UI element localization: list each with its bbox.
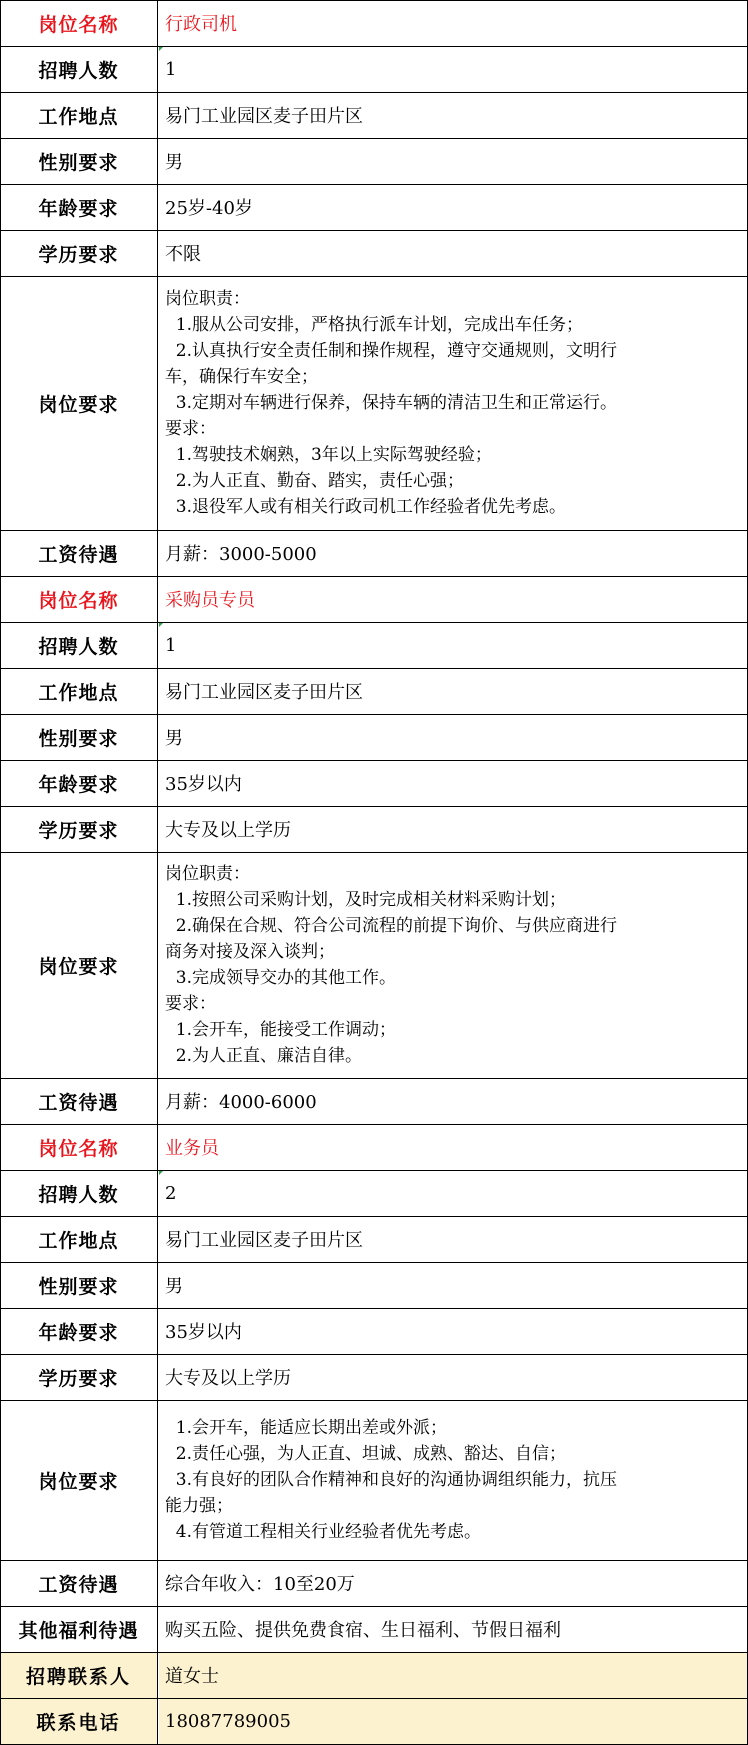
gender-row [0,1262,748,1308]
job-title-row [0,576,748,622]
job-title-row-label: 岗位名称 [0,0,158,46]
grid-line [0,276,748,277]
age-row [0,1308,748,1354]
grid-line [0,138,748,139]
requirements-row-line: 2.确保在合规、符合公司流程的前提下询价、与供应商进行 [165,916,618,936]
requirements-row [0,276,748,530]
job-title-row [0,0,748,46]
requirements-row-value [159,1400,748,1560]
requirements-row-label: 岗位要求 [0,1400,158,1560]
location-row-value: 易门工业园区麦子田片区 [165,682,363,703]
gender-row-label: 性别要求 [0,714,158,760]
salary-row-value: 月薪：4000-6000 [165,1092,317,1113]
education-row-value: 大专及以上学历 [165,820,291,841]
location-row-label: 工作地点 [0,668,158,714]
grid-line [0,1400,748,1401]
job-title-row [0,1124,748,1170]
headcount-row [0,1170,748,1216]
grid-line [0,1698,748,1699]
contact-person-row-label: 招聘联系人 [0,1652,158,1698]
location-row-label: 工作地点 [0,1216,158,1262]
age-row-value: 25岁-40岁 [165,198,253,219]
requirements-row-line: 2.认真执行安全责任制和操作规程，遵守交通规则，文明行 [165,341,618,361]
requirements-row-line: 能力强； [165,1496,233,1516]
grid-line [0,1606,748,1607]
job-title-row-value: 采购员专员 [165,590,255,611]
grid-line [0,184,748,185]
salary-row-value: 月薪：3000-5000 [165,544,317,565]
job-title-row-value: 业务员 [165,1138,219,1159]
grid-line [0,46,748,47]
requirements-row [0,1400,748,1560]
age-row-label: 年龄要求 [0,1308,158,1354]
benefits-row [0,1606,748,1652]
salary-row [0,530,748,576]
requirements-row-value [159,852,748,1078]
contact-phone-row-value: 18087789005 [159,1698,748,1745]
education-row-value: 大专及以上学历 [165,1368,291,1389]
education-row [0,806,748,852]
gender-row-value: 男 [165,1276,183,1297]
headcount-row-value: 1 [165,58,177,80]
requirements-row-label: 岗位要求 [0,276,158,530]
headcount-row [0,622,748,668]
gender-row-value: 男 [165,152,183,173]
headcount-row [0,46,748,92]
contact-phone-row [0,1698,748,1745]
grid-line [0,576,748,577]
headcount-row-value: 1 [165,634,177,656]
gender-row [0,138,748,184]
grid-line [0,1560,748,1561]
education-row [0,230,748,276]
job-title-row-value: 行政司机 [165,14,237,35]
age-row-label: 年龄要求 [0,184,158,230]
requirements-row-line: 3.完成领导交办的其他工作。 [165,968,397,988]
gender-row-label: 性别要求 [0,1262,158,1308]
location-row-label: 工作地点 [0,92,158,138]
grid-line [0,0,748,1]
headcount-row-label: 招聘人数 [0,46,158,92]
grid-line [0,1216,748,1217]
salary-row [0,1078,748,1124]
requirements-row-line: 岗位职责： [165,864,250,884]
requirements-row-value [159,276,748,530]
gender-row [0,714,748,760]
job-title-row-label: 岗位名称 [0,1124,158,1170]
requirements-row-label: 岗位要求 [0,852,158,1078]
gender-row-value: 男 [165,728,183,749]
requirements-row-line: 2.责任心强，为人正直、坦诚、成熟、豁达、自信； [165,1444,567,1464]
grid-line [0,1124,748,1125]
requirements-row-line: 1.驾驶技术娴熟，3年以上实际驾驶经验； [165,445,492,465]
grid-border [0,0,1,1745]
salary-row-value: 综合年收入：10至20万 [165,1574,355,1595]
location-row [0,92,748,138]
grid-line [0,1652,748,1653]
requirements-row-line: 2.为人正直、勤奋、踏实，责任心强； [165,471,465,491]
grid-line [0,230,748,231]
requirements-row-line: 2.为人正直、廉洁自律。 [165,1046,363,1066]
salary-row-label: 工资待遇 [0,530,158,576]
requirements-row-line: 1.会开车，能接受工作调动； [165,1020,397,1040]
age-row-value: 35岁以内 [165,1322,242,1343]
requirements-row-line: 商务对接及深入谈判； [165,942,335,962]
contact-person-row-value: 道女士 [159,1652,748,1698]
requirements-row-line: 车，确保行车安全； [165,367,318,387]
salary-row [0,1560,748,1606]
contact-phone-row-label: 联系电话 [0,1698,158,1745]
age-row-label: 年龄要求 [0,760,158,806]
location-row [0,668,748,714]
requirements-row-line: 3.定期对车辆进行保养，保持车辆的清洁卫生和正常运行。 [165,393,618,413]
education-row-label: 学历要求 [0,806,158,852]
location-row-value: 易门工业园区麦子田片区 [165,1230,363,1251]
grid-line [0,530,748,531]
contact-person-row [0,1652,748,1698]
education-row [0,1354,748,1400]
requirements-row-line: 3.有良好的团队合作精神和良好的沟通协调组织能力，抗压 [165,1470,618,1490]
grid-line [0,852,748,853]
headcount-row-label: 招聘人数 [0,1170,158,1216]
salary-row-label: 工资待遇 [0,1560,158,1606]
age-row [0,184,748,230]
grid-line [0,1308,748,1309]
benefits-row-label: 其他福利待遇 [0,1606,158,1652]
location-row-value: 易门工业园区麦子田片区 [165,106,363,127]
grid-line [0,92,748,93]
grid-line [0,622,748,623]
job-title-row-label: 岗位名称 [0,576,158,622]
requirements-row-line: 要求： [165,994,216,1014]
grid-line [0,714,748,715]
requirements-row [0,852,748,1078]
requirements-row-line: 1.会开车，能适应长期出差或外派； [165,1418,448,1438]
gender-row-label: 性别要求 [0,138,158,184]
age-row [0,760,748,806]
location-row [0,1216,748,1262]
requirements-row-line: 要求： [165,419,216,439]
benefits-row-value: 购买五险、提供免费食宿、生日福利、节假日福利 [165,1620,561,1641]
grid-line [0,668,748,669]
grid-line [0,806,748,807]
headcount-row-value: 2 [165,1182,177,1204]
education-row-label: 学历要求 [0,230,158,276]
education-row-value: 不限 [165,244,201,265]
grid-line [0,760,748,761]
requirements-row-line: 岗位职责： [165,289,250,309]
headcount-row-label: 招聘人数 [0,622,158,668]
salary-row-label: 工资待遇 [0,1078,158,1124]
education-row-label: 学历要求 [0,1354,158,1400]
grid-line [0,1078,748,1079]
grid-line [0,1262,748,1263]
requirements-row-line: 3.退役军人或有相关行政司机工作经验者优先考虑。 [165,497,567,517]
requirements-row-line: 1.按照公司采购计划，及时完成相关材料采购计划； [165,890,567,910]
age-row-value: 35岁以内 [165,774,242,795]
grid-line [0,1354,748,1355]
requirements-row-line: 4.有管道工程相关行业经验者优先考虑。 [165,1522,482,1542]
grid-line [0,1170,748,1171]
requirements-row-line: 1.服从公司安排，严格执行派车计划，完成出车任务； [165,315,584,335]
